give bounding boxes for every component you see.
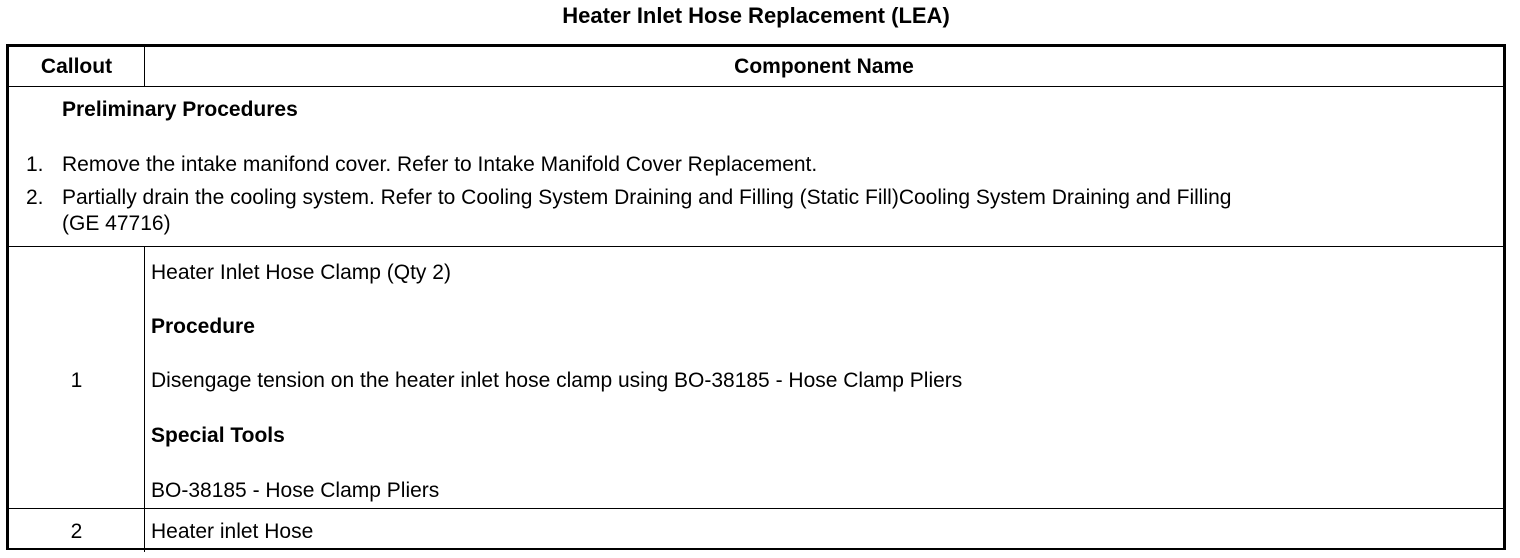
callout-number: 2: [70, 520, 83, 543]
component-name: Heater Inlet Hose Clamp (Qty 2): [151, 261, 451, 284]
header-callout: Callout: [40, 55, 113, 78]
procedure-heading: Procedure: [151, 315, 255, 338]
callout-number: 1: [70, 369, 83, 392]
component-table: [6, 44, 1506, 550]
row-divider: [9, 508, 1503, 509]
preliminary-heading: Preliminary Procedures: [62, 98, 298, 121]
special-tools-heading: Special Tools: [151, 424, 285, 447]
step-number: 1.: [26, 153, 44, 176]
header-divider: [9, 86, 1503, 87]
step-text: Remove the intake manifond cover. Refer to Intake Manifold Cover Replacement.: [62, 153, 818, 176]
step-text: Partially drain the cooling system. Refer to Cooling System Draining and Filling (Static Fill)Cooling System Draining and Filling: [62, 186, 1232, 209]
procedure-text: Disengage tension on the heater inlet hose clamp using BO-38185 - Hose Clamp Pliers: [151, 369, 963, 392]
component-name: Heater inlet Hose: [151, 520, 314, 543]
special-tools-text: BO-38185 - Hose Clamp Pliers: [151, 479, 440, 502]
preliminary-divider: [9, 246, 1503, 247]
step-text-continued: (GE 47716): [62, 212, 171, 235]
step-number: 2.: [26, 186, 44, 209]
page-title: Heater Inlet Hose Replacement (LEA): [562, 3, 950, 28]
column-divider-body: [144, 246, 145, 552]
header-component-name: Component Name: [734, 55, 914, 78]
